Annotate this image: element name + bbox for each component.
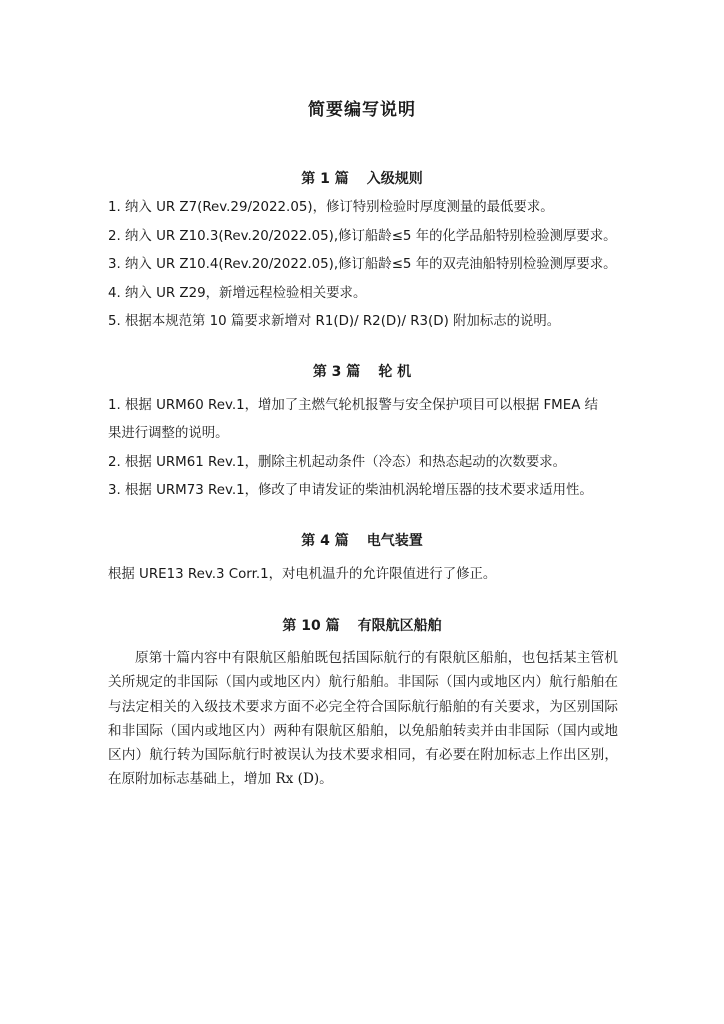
list-item: 2. 根据 URM61 Rev.1，删除主机起动条件（冷态）和热态起动的次数要求。 <box>108 455 566 470</box>
section-number: 第 3 篇 <box>312 364 361 380</box>
list-item: 4. 纳入 UR Z29，新增远程检验相关要求。 <box>108 286 367 301</box>
list-item: 根据 URE13 Rev.3 Corr.1，对电机温升的允许限值进行了修正。 <box>108 567 497 582</box>
section-number: 第 10 篇 <box>282 618 340 634</box>
page-title: 简要编写说明 <box>308 100 416 120</box>
section-name: 入级规则 <box>366 171 423 187</box>
list-item: 果进行调整的说明。 <box>108 426 229 441</box>
section-name: 电气装置 <box>366 533 423 549</box>
section-number: 第 1 篇 <box>301 171 349 187</box>
body-paragraph: 原第十篇内容中有限航区船舶既包括国际航行的有限航区船舶，也包括某主管机关所规定的非国际（国内或地区内）航行船舶。非国际（国内或地区内）航行船舶在与法定相关的入级技术要求方面不必完全符合国际航行船舶的有关要求，为区别国际和非国际（国内或地区内）两种有限航区船舶，以免船舶转卖并由非国际（国内或地区内）航行转为国际航行时被误认为技术要求相同，有必要在附加标志上作出区别，在原附加标志基础上，增加 Rx (D)。 <box>108 650 618 788</box>
list-item: 2. 纳入 UR Z10.3(Rev.20/2022.05),修订船龄≤5 年的化学品船特别检验测厚要求。 <box>108 229 617 244</box>
section-number: 第 4 篇 <box>301 533 349 549</box>
section-heading-3 <box>0 361 724 381</box>
section-heading-10 <box>0 615 724 635</box>
list-item: 1. 根据 URM60 Rev.1，增加了主燃气轮机报警与安全保护项目可以根据 FMEA 结 <box>108 398 598 413</box>
section-heading-4 <box>0 530 724 550</box>
list-item: 3. 纳入 UR Z10.4(Rev.20/2022.05),修订船龄≤5 年的双壳油船特别检验测厚要求。 <box>108 257 617 272</box>
list-item: 3. 根据 URM73 Rev.1，修改了申请发证的柴油机涡轮增压器的技术要求适用性。 <box>108 483 593 498</box>
section-name: 有限航区船舶 <box>357 618 442 634</box>
list-item: 5. 根据本规范第 10 篇要求新增对 R1(D)/ R2(D)/ R3(D) 附加标志的说明。 <box>108 314 561 329</box>
section-heading-1 <box>0 168 724 188</box>
list-item: 1. 纳入 UR Z7(Rev.29/2022.05)，修订特别检验时厚度测量的最低要求。 <box>108 200 554 215</box>
section-name: 轮 机 <box>378 364 412 380</box>
